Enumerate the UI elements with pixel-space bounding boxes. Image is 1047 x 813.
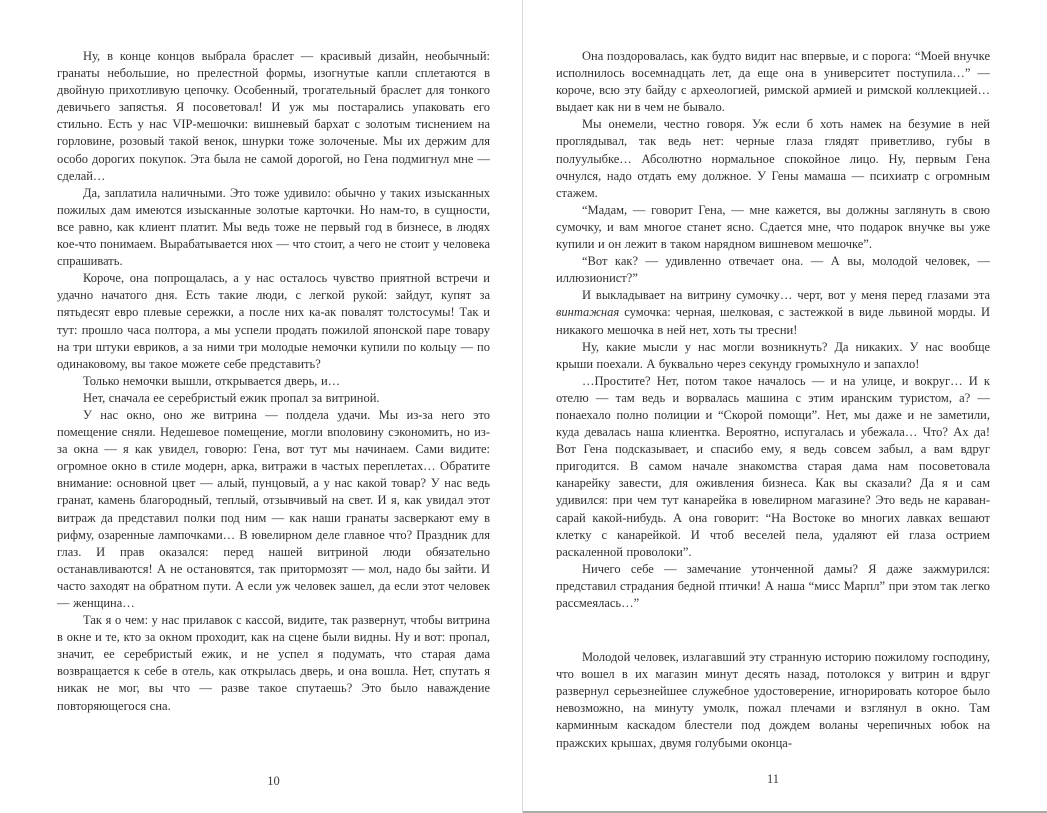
paragraph: Так я о чем: у нас прилавок с кассой, видите, так развернут, чтобы витрина в окне и те, кто за окном проходит, как на сцене были видны. Ну и вот: пропал, значит, ее серебристый ежик, и не успел я подумать, что старая дама возвращается к себе в отель, как открылась дверь, и она вошла. Нет, спутать я никак не мог, вы что — разве такое спутаешь? Это было наваждение повторяющегося сна. <box>57 613 490 713</box>
paragraph: Ну, какие мысли у нас могли возникнуть? Да никаких. У нас вообще крыши поехали. А буквально через секунду громыхнуло и запахло! <box>556 339 990 371</box>
italic-word: винтажная <box>556 305 620 320</box>
paragraph: Только немочки вышли, открывается дверь, и… <box>83 373 341 388</box>
right-page-number: 11 <box>766 772 780 786</box>
paragraph-text: И выкладывает на витрину сумочку… черт, вот у меня перед глазами эта <box>582 288 990 303</box>
left-page-text <box>57 48 490 766</box>
paragraph-text: сумочка: черная, шелковая, с застежкой в виде львиной морды. И никакого мешочка в ней нет, хоть ты тресни! <box>556 305 990 337</box>
paragraph: “Вот как? — удивленно отвечает она. — А вы, молодой человек, — иллюзионист?” <box>556 254 990 286</box>
paragraph: Ничего себе — замечание утонченной дамы? Я даже зажмурился: представил страдания бедной птички! А наша “мисс Марпл” при этом так легко рассмеялась…” <box>556 561 990 610</box>
paragraph: Нет, сначала ее серебристый ежик пропал за витриной. <box>83 390 380 405</box>
paragraph: Короче, она попрощалась, а у нас осталось чувство приятной встречи и удачно начатого дня. Есть такие люди, с легкой рукой: зайдут, купят за пятьдесят евро плевые сережки, а после них ка-ак повалят толстосумы! Так и тут: прошло часа полтора, а мы успели продать пожилой японской паре товару на три штуки евриков, а за ними три молодые немочки купили по кольцу — по одинаковому, вы такое можете себе представить? <box>57 271 490 371</box>
paragraph: Она поздоровалась, как будто видит нас впервые, и с порога: “Моей внучке исполнилось восемнадцать лет, да еще она в университет поступила…” — короче, всю эту байду с археологией, римской армией и римской коллекцией… выдает как ни в чем не бывало. <box>556 49 990 115</box>
left-page-number: 10 <box>267 774 280 788</box>
right-page <box>523 0 1047 813</box>
paragraph: “Мадам, — говорит Гена, — мне кажется, вы должны заглянуть в свою сумочку, и вам многое станет ясно. Сдается мне, что подарок внучке вы уже купили и он лежит в таком нарядном вишневом мешочке”. <box>556 202 990 252</box>
paragraph: …Простите? Нет, потом такое началось — и на улице, и вокруг… И к отелю — там ведь и ворвалась машина с этим иранским туристом, а? — понаехало полно полиции и “Скорой помощи”. Нет, мы даже и не заметили, куда девалась наша клиентка. Вероятно, испугалась и убежала… Что? Ах да! Вот Гена подсказывает, и спасибо ему, я ведь совсем забыл, а вам вдруг пригодится. В самом начале знакомства старая дама нам посоветовала канарейку завести, для оживления бизнеса. Как вы сказали? Да я и сам удивился: при чем тут канарейка в ювелирном магазине? Это ведь не караван-сарай какой-нибудь. А она говорит: “На Востоке во многих лавках вешают клетку с канарейкой. И чтоб веселей пела, удаляют ей глаза острием раскаленной проволоки”. <box>556 373 990 559</box>
right-page-text <box>556 48 990 764</box>
closing-paragraph: Молодой человек, излагавший эту странную историю пожилому господину, что вошел в их магазин минут десять назад, потолокся у витрин и вдруг развернул серьезнейшее служебное удостоверение, игнорировать которое было невозможно, на минуту умолк, пожал плечами и взглянул в окно. Там карминным каскадом блестели под дождем воланы черепичных юбок на пражских крышах, двумя голубыми оконца- <box>556 650 990 750</box>
left-page <box>0 0 522 813</box>
paragraph: У нас окно, оно же витрина — полдела удачи. Мы из-за него это помещение сняли. Недешевое помещение, могли вполовину сэкономить, но из-за окна — я как увидел, говорю: Гена, вот тут мы начинаем. Сами видите: огромное окно в стиле модерн, арка, витражи в частых переплетах… Обратите внимание: основной цвет — алый, пунцовый, а у нас какой товар? У нас ведь гранат, камень благородный, теплый, отзывчивый на свет. И я, как увидал этот витраж да представил полки под ним — как наши гранаты засверкают ему в рифму, озаренные лампочками… В ювелирном деле главное что? Праздник для глаз. И прав оказался: перед нашей витриной люди обязательно останавливаются! А не остановятся, так притормозят — мол, надо бы зайти. И часто заходят на обратном пути. А если уж человек зашел, да если этот человек — женщина… <box>57 407 490 610</box>
paragraph: Ну, в конце концов выбрала браслет — красивый дизайн, необычный: гранаты небольшие, но прелестной формы, изогнутые капли сплетаются в двойную прихотливую цепочку. Особенный, трогательный браслет для тонкого девичьего запястья. Я посоветовал! И уж мы постарались упаковать его стильно. Есть у нас VIP-мешочки: вишневый бархат с золотым тиснением на горловине, розовый такой венок, шнурки тоже золоченые. Мы их держим для особо дорогих покупок. Эта была не самой дорогой, но Гена подмигнул мне — сделай… <box>57 49 490 183</box>
paragraph-with-italic <box>556 287 990 338</box>
section-break <box>556 612 990 649</box>
paragraph: Да, заплатила наличными. Это тоже удивило: обычно у таких изысканных пожилых дам имеются изысканные золотые карточки. Но нам-то, в сущности, все равно, как клиент платит. Мы ведь тоже не первый год в бизнесе, в людях кое-что понимаем. Вырабатывается нюх — что стоит, а чего не стоит у человека спрашивать. <box>57 185 490 269</box>
paragraph: Мы онемели, честно говоря. Уж если б хоть намек на безумие в ней проглядывал, так ведь нет: черные глаза глядят приветливо, губы в полуулыбке… Абсолютно нормальное спокойное лицо. Ну, первым Гена очнулся, надо отдать ему должное. У Гены мамаша — психиатр с огромным стажем. <box>556 117 990 200</box>
